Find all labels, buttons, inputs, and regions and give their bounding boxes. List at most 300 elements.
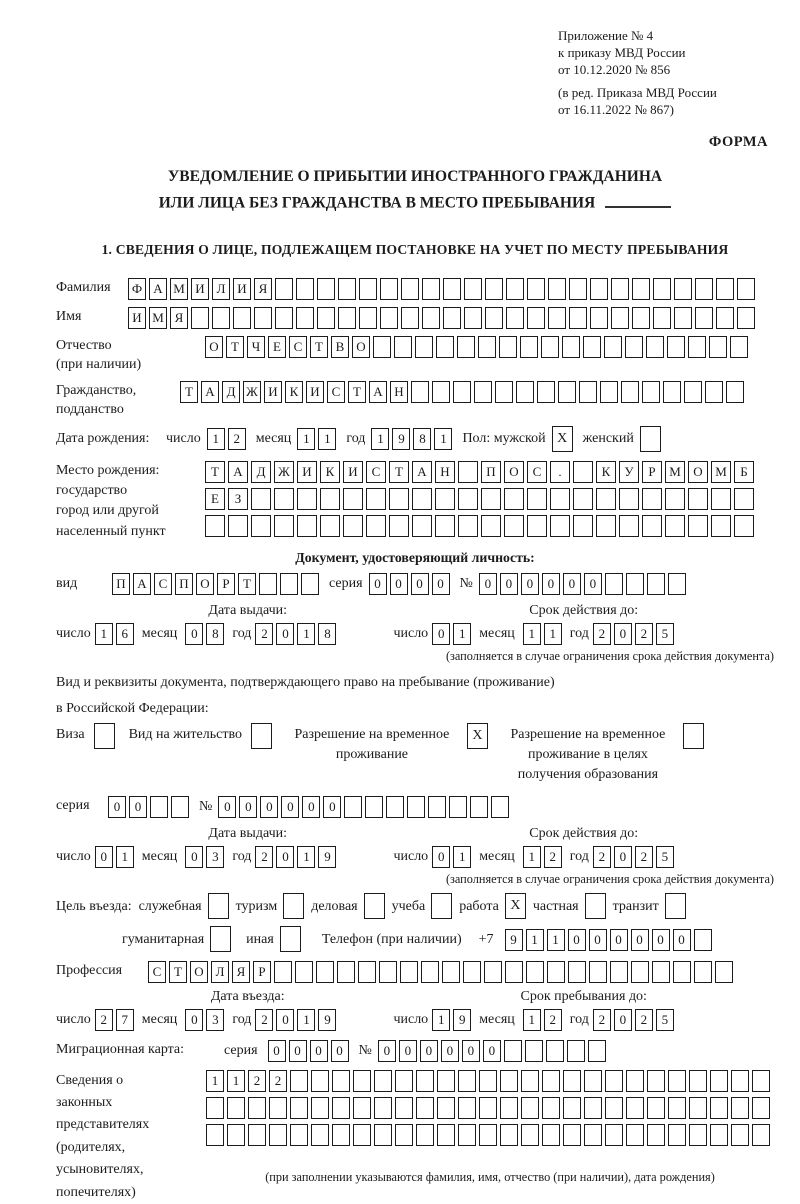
char-cell-filled[interactable]: 2 xyxy=(635,623,653,645)
char-cell-filled[interactable]: Н xyxy=(435,461,455,483)
char-cell-empty[interactable] xyxy=(605,1070,623,1092)
char-cell-empty[interactable] xyxy=(688,488,708,510)
char-cell-empty[interactable] xyxy=(311,1097,329,1119)
char-cell-empty[interactable] xyxy=(610,961,628,983)
char-cell-filled[interactable]: 0 xyxy=(432,623,450,645)
char-cell-empty[interactable] xyxy=(386,796,404,818)
char-cell-empty[interactable] xyxy=(558,381,576,403)
char-cell-empty[interactable] xyxy=(316,961,334,983)
char-cell-empty[interactable] xyxy=(337,961,355,983)
char-cell-empty[interactable] xyxy=(652,961,670,983)
char-cell-filled[interactable]: 2 xyxy=(269,1070,287,1092)
char-cell-empty[interactable] xyxy=(689,1097,707,1119)
char-cell-empty[interactable] xyxy=(646,336,664,358)
char-cell-filled[interactable]: 9 xyxy=(453,1009,471,1031)
char-cell-filled[interactable]: 1 xyxy=(547,929,565,951)
char-cell-empty[interactable] xyxy=(366,515,386,537)
char-cell-filled[interactable]: 2 xyxy=(593,846,611,868)
char-cell-empty[interactable] xyxy=(726,381,744,403)
char-cell-filled[interactable]: 0 xyxy=(276,623,294,645)
char-cell-filled[interactable]: О xyxy=(190,961,208,983)
char-cell-filled[interactable]: О xyxy=(352,336,370,358)
char-cell-filled[interactable]: 8 xyxy=(206,623,224,645)
char-cell-filled[interactable]: 5 xyxy=(656,846,674,868)
char-cell-filled[interactable]: Т xyxy=(180,381,198,403)
char-cell-filled[interactable]: Ф xyxy=(128,278,146,300)
char-cell-filled[interactable]: П xyxy=(175,573,193,595)
char-cell-empty[interactable] xyxy=(668,1070,686,1092)
char-cell-empty[interactable] xyxy=(688,515,708,537)
char-cell-filled[interactable]: 1 xyxy=(207,428,225,450)
char-cell-empty[interactable] xyxy=(731,1070,749,1092)
char-cell-empty[interactable] xyxy=(470,796,488,818)
char-cell-empty[interactable] xyxy=(709,336,727,358)
char-cell-empty[interactable] xyxy=(668,573,686,595)
char-cell-empty[interactable] xyxy=(251,488,271,510)
char-cell-empty[interactable] xyxy=(359,278,377,300)
char-cell-empty[interactable] xyxy=(527,278,545,300)
char-cell-empty[interactable] xyxy=(752,1097,770,1119)
char-cell-empty[interactable] xyxy=(428,796,446,818)
char-cell-empty[interactable] xyxy=(626,573,644,595)
char-cell-filled[interactable]: Я xyxy=(254,278,272,300)
char-cell-empty[interactable] xyxy=(716,278,734,300)
char-cell-empty[interactable] xyxy=(605,1124,623,1146)
char-cell-filled[interactable]: О xyxy=(688,461,708,483)
char-cell-filled[interactable]: Т xyxy=(169,961,187,983)
char-cell-filled[interactable]: 0 xyxy=(276,846,294,868)
char-cell-empty[interactable] xyxy=(248,1097,266,1119)
char-cell-empty[interactable] xyxy=(458,1097,476,1119)
char-cell-filled[interactable]: 0 xyxy=(281,796,299,818)
char-cell-empty[interactable] xyxy=(364,893,385,919)
char-cell-filled[interactable]: С xyxy=(289,336,307,358)
char-cell-empty[interactable] xyxy=(665,515,685,537)
char-cell-filled[interactable]: Е xyxy=(205,488,225,510)
char-cell-filled[interactable]: 0 xyxy=(589,929,607,951)
char-cell-empty[interactable] xyxy=(479,1124,497,1146)
char-cell-empty[interactable] xyxy=(584,1124,602,1146)
char-cell-empty[interactable] xyxy=(604,336,622,358)
char-cell-filled[interactable]: 0 xyxy=(378,1040,396,1062)
char-cell-empty[interactable] xyxy=(478,336,496,358)
char-cell-empty[interactable] xyxy=(584,1070,602,1092)
char-cell-empty[interactable] xyxy=(422,307,440,329)
char-cell-empty[interactable] xyxy=(416,1097,434,1119)
char-cell-empty[interactable] xyxy=(716,307,734,329)
char-cell-empty[interactable] xyxy=(374,1124,392,1146)
char-cell-filled[interactable]: Ж xyxy=(274,461,294,483)
char-cell-empty[interactable] xyxy=(734,515,754,537)
char-cell-empty[interactable] xyxy=(421,961,439,983)
char-cell-filled[interactable]: 1 xyxy=(523,623,541,645)
char-cell-filled[interactable]: Т xyxy=(348,381,366,403)
char-cell-filled[interactable]: 2 xyxy=(544,1009,562,1031)
char-cell-empty[interactable] xyxy=(689,1124,707,1146)
char-cell-empty[interactable] xyxy=(668,1097,686,1119)
char-cell-empty[interactable] xyxy=(505,961,523,983)
char-cell-filled[interactable]: С xyxy=(366,461,386,483)
char-cell-empty[interactable] xyxy=(647,573,665,595)
char-cell-empty[interactable] xyxy=(458,488,478,510)
char-cell-empty[interactable] xyxy=(481,515,501,537)
char-cell-empty[interactable] xyxy=(458,461,478,483)
char-cell-empty[interactable] xyxy=(344,796,362,818)
char-cell-empty[interactable] xyxy=(500,1124,518,1146)
char-cell-filled[interactable]: 0 xyxy=(479,573,497,595)
char-cell-empty[interactable] xyxy=(550,488,570,510)
char-cell-filled[interactable]: 0 xyxy=(483,1040,501,1062)
char-cell-empty[interactable] xyxy=(484,961,502,983)
char-cell-empty[interactable] xyxy=(290,1097,308,1119)
char-cell-empty[interactable] xyxy=(353,1097,371,1119)
char-cell-filled[interactable]: 0 xyxy=(411,573,429,595)
char-cell-filled[interactable]: 8 xyxy=(318,623,336,645)
char-cell-filled[interactable]: 0 xyxy=(310,1040,328,1062)
char-cell-filled[interactable]: И xyxy=(191,278,209,300)
char-cell-filled[interactable]: 0 xyxy=(268,1040,286,1062)
char-cell-empty[interactable] xyxy=(547,961,565,983)
char-cell-empty[interactable] xyxy=(343,488,363,510)
char-cell-filled[interactable]: 0 xyxy=(614,623,632,645)
char-cell-empty[interactable] xyxy=(227,1097,245,1119)
char-cell-empty[interactable] xyxy=(374,1097,392,1119)
char-cell-filled[interactable]: 9 xyxy=(318,1009,336,1031)
char-cell-empty[interactable] xyxy=(274,488,294,510)
char-cell-empty[interactable] xyxy=(573,515,593,537)
char-cell-empty[interactable] xyxy=(683,723,704,749)
char-cell-filled[interactable]: У xyxy=(619,461,639,483)
char-cell-empty[interactable] xyxy=(379,961,397,983)
char-cell-filled[interactable]: Р xyxy=(217,573,235,595)
char-cell-empty[interactable] xyxy=(563,1070,581,1092)
char-cell-empty[interactable] xyxy=(485,307,503,329)
char-cell-empty[interactable] xyxy=(311,1070,329,1092)
char-cell-empty[interactable] xyxy=(416,1124,434,1146)
char-cell-empty[interactable] xyxy=(665,893,686,919)
char-cell-empty[interactable] xyxy=(208,893,229,919)
char-cell-empty[interactable] xyxy=(500,1097,518,1119)
char-cell-empty[interactable] xyxy=(647,1097,665,1119)
char-cell-empty[interactable] xyxy=(395,1070,413,1092)
char-cell-empty[interactable] xyxy=(626,1124,644,1146)
char-cell-empty[interactable] xyxy=(228,515,248,537)
char-cell-empty[interactable] xyxy=(640,426,661,452)
char-cell-filled[interactable]: 1 xyxy=(95,623,113,645)
char-cell-empty[interactable] xyxy=(358,961,376,983)
char-cell-empty[interactable] xyxy=(520,336,538,358)
char-cell-empty[interactable] xyxy=(343,515,363,537)
char-cell-empty[interactable] xyxy=(251,723,272,749)
char-cell-filled[interactable]: 0 xyxy=(260,796,278,818)
char-cell-empty[interactable] xyxy=(647,1070,665,1092)
char-cell-empty[interactable] xyxy=(730,336,748,358)
char-cell-filled[interactable]: П xyxy=(481,461,501,483)
char-cell-empty[interactable] xyxy=(619,515,639,537)
char-cell-filled[interactable]: 0 xyxy=(500,573,518,595)
char-cell-filled[interactable]: Р xyxy=(642,461,662,483)
char-cell-filled[interactable]: X xyxy=(467,723,488,749)
char-cell-empty[interactable] xyxy=(474,381,492,403)
char-cell-filled[interactable]: 0 xyxy=(441,1040,459,1062)
char-cell-filled[interactable]: 1 xyxy=(544,623,562,645)
char-cell-empty[interactable] xyxy=(435,515,455,537)
char-cell-empty[interactable] xyxy=(527,488,547,510)
char-cell-empty[interactable] xyxy=(491,796,509,818)
char-cell-filled[interactable]: 2 xyxy=(95,1009,113,1031)
char-cell-empty[interactable] xyxy=(353,1070,371,1092)
char-cell-empty[interactable] xyxy=(389,515,409,537)
char-cell-empty[interactable] xyxy=(481,488,501,510)
char-cell-empty[interactable] xyxy=(338,278,356,300)
char-cell-empty[interactable] xyxy=(642,488,662,510)
char-cell-filled[interactable]: Л xyxy=(211,961,229,983)
char-cell-empty[interactable] xyxy=(479,1070,497,1092)
char-cell-filled[interactable]: 0 xyxy=(584,573,602,595)
char-cell-empty[interactable] xyxy=(457,336,475,358)
char-cell-empty[interactable] xyxy=(432,381,450,403)
char-cell-empty[interactable] xyxy=(395,1097,413,1119)
char-cell-filled[interactable]: 0 xyxy=(673,929,691,951)
char-cell-filled[interactable]: О xyxy=(196,573,214,595)
char-cell-filled[interactable]: 3 xyxy=(206,1009,224,1031)
char-cell-empty[interactable] xyxy=(621,381,639,403)
char-cell-empty[interactable] xyxy=(206,1124,224,1146)
char-cell-filled[interactable]: 0 xyxy=(129,796,147,818)
char-cell-empty[interactable] xyxy=(171,796,189,818)
char-cell-empty[interactable] xyxy=(317,278,335,300)
char-cell-filled[interactable]: И xyxy=(128,307,146,329)
char-cell-filled[interactable]: Д xyxy=(251,461,271,483)
char-cell-empty[interactable] xyxy=(562,336,580,358)
char-cell-empty[interactable] xyxy=(600,381,618,403)
char-cell-empty[interactable] xyxy=(731,1097,749,1119)
char-cell-empty[interactable] xyxy=(338,307,356,329)
char-cell-filled[interactable]: К xyxy=(285,381,303,403)
char-cell-empty[interactable] xyxy=(353,1124,371,1146)
char-cell-filled[interactable]: 5 xyxy=(656,1009,674,1031)
char-cell-empty[interactable] xyxy=(567,1040,585,1062)
char-cell-empty[interactable] xyxy=(585,893,606,919)
char-cell-filled[interactable]: 0 xyxy=(462,1040,480,1062)
char-cell-empty[interactable] xyxy=(710,1124,728,1146)
char-cell-filled[interactable]: Я xyxy=(170,307,188,329)
char-cell-filled[interactable]: 0 xyxy=(323,796,341,818)
char-cell-filled[interactable]: М xyxy=(149,307,167,329)
char-cell-empty[interactable] xyxy=(365,796,383,818)
char-cell-empty[interactable] xyxy=(296,307,314,329)
char-cell-filled[interactable]: 0 xyxy=(302,796,320,818)
char-cell-empty[interactable] xyxy=(373,336,391,358)
char-cell-filled[interactable]: А xyxy=(228,461,248,483)
char-cell-filled[interactable]: 2 xyxy=(635,846,653,868)
char-cell-empty[interactable] xyxy=(715,961,733,983)
char-cell-filled[interactable]: А xyxy=(133,573,151,595)
char-cell-empty[interactable] xyxy=(317,307,335,329)
char-cell-empty[interactable] xyxy=(453,381,471,403)
char-cell-empty[interactable] xyxy=(626,1070,644,1092)
char-cell-empty[interactable] xyxy=(684,381,702,403)
char-cell-empty[interactable] xyxy=(573,488,593,510)
char-cell-filled[interactable]: 1 xyxy=(434,428,452,450)
char-cell-filled[interactable]: Ч xyxy=(247,336,265,358)
char-cell-empty[interactable] xyxy=(150,796,168,818)
char-cell-empty[interactable] xyxy=(443,278,461,300)
char-cell-empty[interactable] xyxy=(297,488,317,510)
char-cell-empty[interactable] xyxy=(542,1124,560,1146)
char-cell-empty[interactable] xyxy=(525,1040,543,1062)
char-cell-filled[interactable]: 0 xyxy=(95,846,113,868)
char-cell-filled[interactable]: 0 xyxy=(390,573,408,595)
char-cell-empty[interactable] xyxy=(320,515,340,537)
char-cell-filled[interactable]: . xyxy=(550,461,570,483)
char-cell-filled[interactable]: 0 xyxy=(631,929,649,951)
char-cell-filled[interactable]: 7 xyxy=(116,1009,134,1031)
char-cell-empty[interactable] xyxy=(506,307,524,329)
char-cell-empty[interactable] xyxy=(506,278,524,300)
char-cell-empty[interactable] xyxy=(694,929,712,951)
char-cell-empty[interactable] xyxy=(663,381,681,403)
char-cell-empty[interactable] xyxy=(435,488,455,510)
char-cell-empty[interactable] xyxy=(401,307,419,329)
char-cell-filled[interactable]: 0 xyxy=(614,846,632,868)
char-cell-filled[interactable]: 0 xyxy=(369,573,387,595)
char-cell-empty[interactable] xyxy=(412,515,432,537)
char-cell-empty[interactable] xyxy=(504,488,524,510)
char-cell-empty[interactable] xyxy=(458,1070,476,1092)
char-cell-empty[interactable] xyxy=(590,278,608,300)
char-cell-empty[interactable] xyxy=(431,893,452,919)
char-cell-empty[interactable] xyxy=(546,1040,564,1062)
char-cell-filled[interactable]: 0 xyxy=(276,1009,294,1031)
char-cell-filled[interactable]: С xyxy=(527,461,547,483)
char-cell-empty[interactable] xyxy=(437,1070,455,1092)
char-cell-empty[interactable] xyxy=(589,961,607,983)
char-cell-filled[interactable]: 0 xyxy=(239,796,257,818)
char-cell-empty[interactable] xyxy=(380,307,398,329)
char-cell-filled[interactable]: А xyxy=(149,278,167,300)
char-cell-empty[interactable] xyxy=(359,307,377,329)
char-cell-filled[interactable]: 0 xyxy=(568,929,586,951)
char-cell-filled[interactable]: П xyxy=(112,573,130,595)
char-cell-empty[interactable] xyxy=(584,1097,602,1119)
char-cell-empty[interactable] xyxy=(550,515,570,537)
char-cell-empty[interactable] xyxy=(711,515,731,537)
char-cell-empty[interactable] xyxy=(401,278,419,300)
char-cell-empty[interactable] xyxy=(619,488,639,510)
char-cell-filled[interactable]: 0 xyxy=(614,1009,632,1031)
char-cell-filled[interactable]: 2 xyxy=(635,1009,653,1031)
char-cell-empty[interactable] xyxy=(297,515,317,537)
char-cell-filled[interactable]: 1 xyxy=(453,623,471,645)
char-cell-empty[interactable] xyxy=(705,381,723,403)
char-cell-empty[interactable] xyxy=(674,278,692,300)
char-cell-empty[interactable] xyxy=(295,961,313,983)
char-cell-empty[interactable] xyxy=(632,278,650,300)
char-cell-empty[interactable] xyxy=(412,488,432,510)
char-cell-empty[interactable] xyxy=(206,1097,224,1119)
char-cell-empty[interactable] xyxy=(583,336,601,358)
char-cell-filled[interactable]: О xyxy=(504,461,524,483)
char-cell-empty[interactable] xyxy=(731,1124,749,1146)
char-cell-filled[interactable]: 0 xyxy=(610,929,628,951)
char-cell-filled[interactable]: 0 xyxy=(521,573,539,595)
char-cell-filled[interactable]: 0 xyxy=(432,846,450,868)
char-cell-empty[interactable] xyxy=(283,893,304,919)
char-cell-empty[interactable] xyxy=(500,1070,518,1092)
char-cell-empty[interactable] xyxy=(374,1070,392,1092)
char-cell-empty[interactable] xyxy=(526,961,544,983)
char-cell-empty[interactable] xyxy=(734,488,754,510)
char-cell-empty[interactable] xyxy=(611,278,629,300)
char-cell-empty[interactable] xyxy=(563,1097,581,1119)
char-cell-filled[interactable]: Я xyxy=(232,961,250,983)
char-cell-empty[interactable] xyxy=(689,1070,707,1092)
char-cell-filled[interactable]: Р xyxy=(253,961,271,983)
char-cell-filled[interactable]: 3 xyxy=(206,846,224,868)
char-cell-empty[interactable] xyxy=(332,1097,350,1119)
char-cell-empty[interactable] xyxy=(710,1070,728,1092)
char-cell-empty[interactable] xyxy=(269,1097,287,1119)
char-cell-empty[interactable] xyxy=(290,1070,308,1092)
char-cell-filled[interactable]: 2 xyxy=(593,623,611,645)
char-cell-filled[interactable]: 2 xyxy=(544,846,562,868)
char-cell-empty[interactable] xyxy=(695,278,713,300)
char-cell-empty[interactable] xyxy=(521,1097,539,1119)
char-cell-filled[interactable]: 0 xyxy=(185,623,203,645)
char-cell-empty[interactable] xyxy=(642,515,662,537)
char-cell-empty[interactable] xyxy=(596,515,616,537)
char-cell-empty[interactable] xyxy=(542,1097,560,1119)
char-cell-empty[interactable] xyxy=(626,1097,644,1119)
char-cell-empty[interactable] xyxy=(311,1124,329,1146)
char-cell-filled[interactable]: Н xyxy=(390,381,408,403)
char-cell-empty[interactable] xyxy=(463,961,481,983)
char-cell-empty[interactable] xyxy=(642,381,660,403)
char-cell-filled[interactable]: 6 xyxy=(116,623,134,645)
char-cell-empty[interactable] xyxy=(205,515,225,537)
char-cell-filled[interactable]: О xyxy=(205,336,223,358)
char-cell-empty[interactable] xyxy=(296,278,314,300)
char-cell-empty[interactable] xyxy=(458,1124,476,1146)
char-cell-empty[interactable] xyxy=(269,1124,287,1146)
char-cell-filled[interactable]: А xyxy=(201,381,219,403)
char-cell-empty[interactable] xyxy=(485,278,503,300)
char-cell-empty[interactable] xyxy=(694,961,712,983)
char-cell-empty[interactable] xyxy=(280,926,301,952)
char-cell-filled[interactable]: 1 xyxy=(523,1009,541,1031)
char-cell-empty[interactable] xyxy=(400,961,418,983)
char-cell-empty[interactable] xyxy=(407,796,425,818)
char-cell-empty[interactable] xyxy=(254,307,272,329)
char-cell-filled[interactable]: 1 xyxy=(523,846,541,868)
char-cell-filled[interactable]: X xyxy=(505,893,526,919)
char-cell-empty[interactable] xyxy=(674,307,692,329)
char-cell-empty[interactable] xyxy=(275,278,293,300)
char-cell-empty[interactable] xyxy=(625,336,643,358)
char-cell-empty[interactable] xyxy=(710,1097,728,1119)
char-cell-empty[interactable] xyxy=(94,723,115,749)
char-cell-empty[interactable] xyxy=(695,307,713,329)
char-cell-filled[interactable]: 9 xyxy=(505,929,523,951)
char-cell-filled[interactable]: И xyxy=(306,381,324,403)
char-cell-filled[interactable]: 0 xyxy=(108,796,126,818)
char-cell-filled[interactable]: М xyxy=(665,461,685,483)
char-cell-empty[interactable] xyxy=(437,1097,455,1119)
char-cell-filled[interactable]: 0 xyxy=(563,573,581,595)
char-cell-empty[interactable] xyxy=(380,278,398,300)
char-cell-empty[interactable] xyxy=(411,381,429,403)
